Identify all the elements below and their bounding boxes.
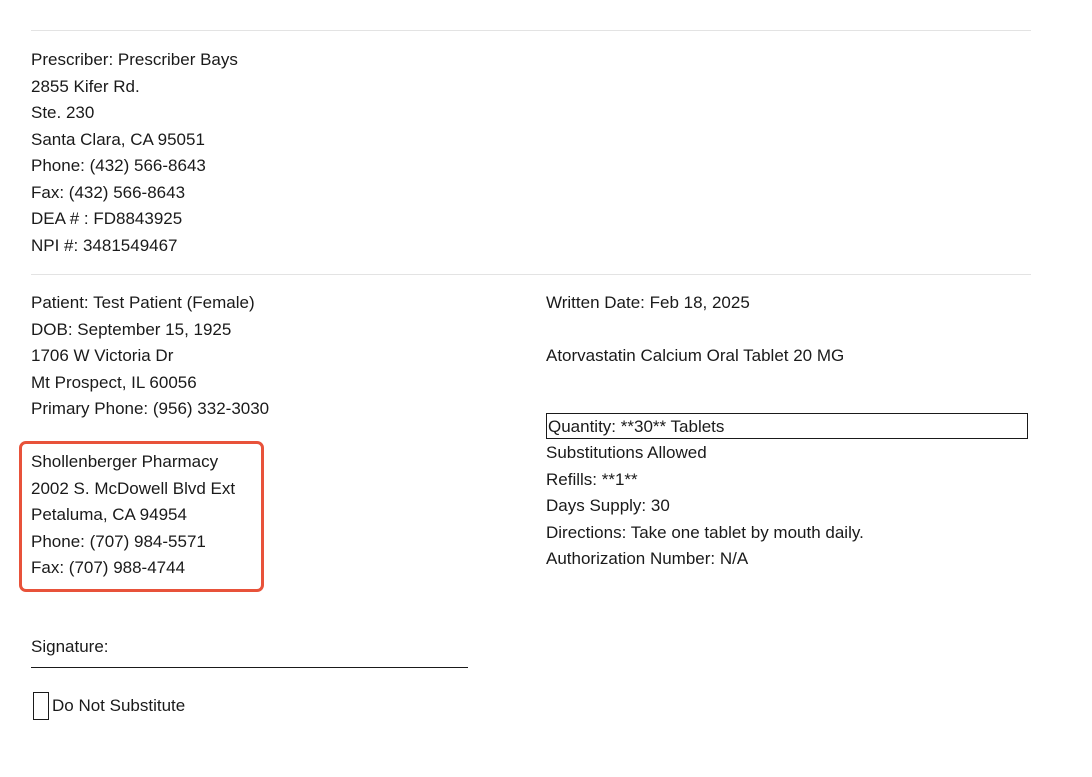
signature-label: Signature:	[31, 637, 109, 656]
substitutions-status: Substitutions Allowed	[546, 443, 707, 462]
patient-dob: DOB: September 15, 1925	[31, 319, 232, 339]
pharmacy-city-state-zip: Petaluma, CA 94954	[31, 505, 187, 524]
patient-section	[31, 290, 269, 423]
prescriber-name: Prescriber: Prescriber Bays	[31, 50, 238, 69]
middle-divider	[31, 274, 1031, 275]
medication-section	[546, 343, 844, 370]
do-not-substitute-row[interactable]	[33, 691, 185, 721]
signature-section	[31, 634, 109, 661]
pharmacy-fax: Fax: (707) 988-4744	[31, 558, 186, 577]
prescriber-address-line-1: 2855 Kifer Rd.	[31, 76, 140, 96]
prescriber-section	[31, 47, 238, 259]
top-divider	[31, 30, 1031, 31]
prescriber-phone: Phone: (432) 566-8643	[31, 156, 206, 175]
do-not-substitute-checkbox[interactable]	[33, 692, 49, 720]
pharmacy-address-line-1: 2002 S. McDowell Blvd Ext	[31, 478, 236, 498]
do-not-substitute-label: Do Not Substitute	[52, 696, 186, 715]
directions: Directions: Take one tablet by mouth daily.	[546, 522, 864, 542]
patient-city-state-zip: Mt Prospect, IL 60056	[31, 372, 197, 392]
prescriber-city-state-zip: Santa Clara, CA 95051	[31, 129, 205, 149]
pharmacy-phone: Phone: (707) 984-5571	[31, 531, 206, 551]
prescriber-dea-number: DEA # : FD8843925	[31, 209, 183, 228]
prescriber-address-line-2: Ste. 230	[31, 103, 95, 122]
patient-primary-phone: Primary Phone: (956) 332-3030	[31, 399, 270, 418]
patient-address-line-1: 1706 W Victoria Dr	[31, 346, 174, 365]
quantity-field: Quantity: **30** Tablets	[546, 413, 1028, 439]
days-supply: Days Supply: 30	[546, 496, 670, 515]
pharmacy-section	[31, 449, 235, 582]
patient-name: Patient: Test Patient (Female)	[31, 293, 255, 312]
medication-name: Atorvastatin Calcium Oral Tablet 20 MG	[546, 346, 845, 365]
written-date: Written Date: Feb 18, 2025	[546, 293, 750, 312]
pharmacy-name: Shollenberger Pharmacy	[31, 452, 219, 471]
prescriber-fax: Fax: (432) 566-8643	[31, 182, 186, 202]
refills: Refills: **1**	[546, 469, 638, 489]
prescription-details	[546, 440, 864, 573]
signature-line[interactable]	[31, 667, 468, 668]
prescriber-npi-number: NPI #: 3481549467	[31, 235, 178, 255]
authorization-number: Authorization Number: N/A	[546, 549, 749, 568]
written-date-section	[546, 290, 750, 317]
